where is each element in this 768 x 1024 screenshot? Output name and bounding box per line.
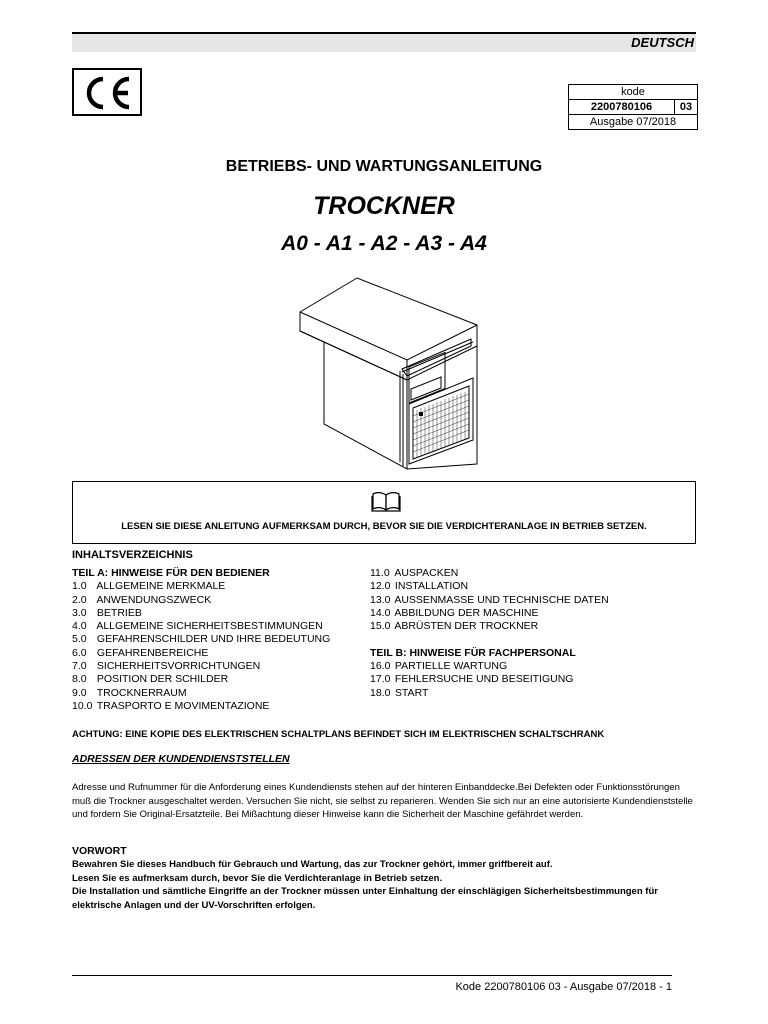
toc-title: INHALTSVERZEICHNIS <box>72 549 193 561</box>
toc-entry <box>72 673 330 686</box>
toc-entry-number: 10.0 <box>72 699 93 712</box>
toc-entry <box>370 607 609 620</box>
toc-entry-number: 2.0 <box>72 593 87 606</box>
page-footer: Kode 2200780106 03 - Ausgabe 07/2018 - 1 <box>455 981 672 993</box>
kode-revision: 03 <box>679 101 693 113</box>
toc-entry-label: BETRIEB <box>96 606 142 619</box>
preface-line: Lesen Sie es aufmerksam durch, bevor Sie die Verdichteranlage in Betrieb setzen. <box>72 872 443 884</box>
preface-line: Bewahren Sie dieses Handbuch für Gebrauch und Wartung, das zur Trockner gehört, immer griffbereit auf. <box>72 859 553 870</box>
toc-entry <box>370 567 609 580</box>
toc-entry <box>370 660 609 673</box>
toc-entry-label: ALLGEMEINE MERKMALE <box>96 580 226 593</box>
toc-entry <box>370 580 609 593</box>
toc-entry <box>72 620 330 633</box>
toc-entry <box>72 607 330 620</box>
toc-entry-label: ANWENDUNGSZWECK <box>96 593 212 606</box>
toc-entry-number: 15.0 <box>370 620 391 633</box>
ce-mark <box>72 68 142 116</box>
toc-entry-number: 5.0 <box>72 633 87 646</box>
toc-entry-number: 6.0 <box>72 646 87 659</box>
toc-entry-label: START <box>394 686 429 699</box>
toc-entry <box>370 673 609 686</box>
toc-entry-label: AUSPACKEN <box>394 567 459 579</box>
toc-column-b <box>370 567 609 700</box>
toc-entry-label: SICHERHEITSVORRICHTUNGEN <box>96 660 261 673</box>
dryer-illustration <box>295 276 480 471</box>
toc-entry-number: 4.0 <box>72 620 87 633</box>
toc-entry-number: 11.0 <box>370 567 390 579</box>
models-title: A0 - A1 - A2 - A3 - A4 <box>281 232 487 255</box>
footer-divider <box>72 975 672 976</box>
toc-entry-label: AUSSENMASSE UND TECHNISCHE DATEN <box>394 593 609 606</box>
toc-entry-label: PARTIELLE WARTUNG <box>394 660 508 673</box>
toc-entry-number: 18.0 <box>370 686 391 699</box>
toc-entry <box>72 647 330 660</box>
toc-column-a <box>72 567 330 713</box>
toc-entry <box>370 620 609 633</box>
language-bar <box>72 32 696 52</box>
warning-text: LESEN SIE DIESE ANLEITUNG AUFMERKSAM DURCH, BEVOR SIE DIE VERDICHTERANLAGE IN BETRIEB SETZEN. <box>121 521 647 532</box>
edition-label: Ausgabe 07/2018 <box>589 116 677 128</box>
book-icon <box>371 491 401 513</box>
preface-title: VORWORT <box>72 845 127 857</box>
toc-entry-number: 3.0 <box>72 606 87 619</box>
toc-entry-label: ALLGEMEINE SICHERHEITSBESTIMMUNGEN <box>96 620 323 633</box>
toc-entry <box>72 660 330 673</box>
toc-entry <box>72 687 330 700</box>
toc-entry <box>72 700 330 713</box>
kode-number: 2200780106 <box>569 100 675 114</box>
toc-entry-number: 13.0 <box>370 593 391 606</box>
toc-entry <box>370 687 609 700</box>
toc-section-heading <box>370 647 609 660</box>
toc-entry-number: 16.0 <box>370 660 391 673</box>
toc-entry-label: POSITION DER SCHILDER <box>96 673 229 686</box>
electrical-diagram-notice: ACHTUNG: EINE KOPIE DES ELEKTRISCHEN SCHALTPLANS BEFINDET SICH IM ELEKTRISCHEN SCHALTSCHRANK <box>72 729 605 740</box>
toc-entry-label: ABBILDUNG DER MASCHINE <box>394 606 539 619</box>
toc-entry-number: 8.0 <box>72 673 87 686</box>
toc-entry-number: 14.0 <box>370 606 391 619</box>
warning-box <box>72 481 696 544</box>
ce-logo-icon <box>81 75 135 111</box>
toc-section-heading <box>72 567 330 580</box>
service-addresses-text: Adresse und Rufnummer für die Anforderung eines Kundendiensts stehen auf der hinteren Einbanddecke.Bei Defekten oder Funktionsstörungen muß die Trockner ausgeschaltet werden. Versuchen Sie nicht, sie selbst zu reparieren. Wenden Sie sich nur an eine autorisierte Kundendienststelle und fordern Sie Original-Ersatzteile. Bei Mißachtung dieser Hinweise kann die Sicherheit der Maschine gefährdet werden. <box>72 782 693 820</box>
preface-line: Die Installation und sämtliche Eingriffe an der Trockner müssen unter Einhaltung der einschlägigen Sicherheitsbestimmungen für elektrische Anlagen und der UV-Vorschriften erfolgen. <box>72 886 658 911</box>
kode-number-row <box>569 100 697 115</box>
toc-entry-label: ABRÜSTEN DER TROCKNER <box>394 620 539 633</box>
service-addresses-title: ADRESSEN DER KUNDENDIENSTSTELLEN <box>72 753 290 765</box>
toc-entry-label: TROCKNERRAUM <box>96 686 187 699</box>
toc-entry <box>72 580 330 593</box>
toc-entry <box>370 633 609 646</box>
toc-entry-number: 1.0 <box>72 580 87 593</box>
kode-label: kode <box>569 85 697 100</box>
toc-entry <box>72 633 330 646</box>
document-code-box <box>568 84 698 130</box>
toc-entry-label: TRASPORTO E MOVIMENTAZIONE <box>96 699 270 712</box>
toc-entry-label: FEHLERSUCHE UND BESEITIGUNG <box>394 673 574 686</box>
toc-entry-label: TEIL B: HINWEISE FÜR FACHPERSONAL <box>370 646 576 659</box>
preface-text <box>72 858 696 912</box>
toc-entry-number: 9.0 <box>72 686 87 699</box>
toc-entry-number: 17.0 <box>370 673 391 686</box>
toc-entry <box>72 594 330 607</box>
language-label: DEUTSCH <box>631 35 694 50</box>
manual-title: BETRIEBS- UND WARTUNGSANLEITUNG <box>225 158 543 175</box>
toc-entry-number: 12.0 <box>370 580 391 593</box>
toc-entry-label: INSTALLATION <box>394 580 469 593</box>
toc-entry-label: TEIL A: HINWEISE FÜR DEN BEDIENER <box>72 567 270 579</box>
product-title: TROCKNER <box>313 192 455 220</box>
toc-entry-number: 7.0 <box>72 660 87 673</box>
toc-entry <box>370 594 609 607</box>
toc-entry-label: GEFAHRENBEREICHE <box>96 646 209 659</box>
toc-entry-label: GEFAHRENSCHILDER UND IHRE BEDEUTUNG <box>96 633 331 646</box>
